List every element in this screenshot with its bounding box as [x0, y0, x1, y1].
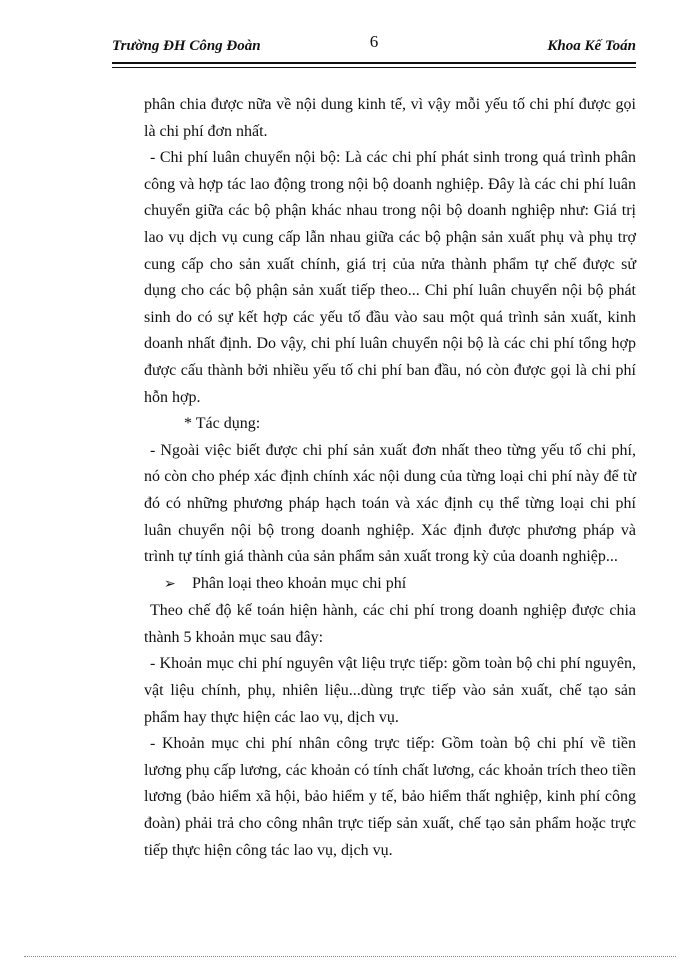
- paragraph-effect: - Ngoài việc biết được chi phí sản xuất đơn nhất theo từng yếu tố chi phí, nó còn cho phép xác định chính xác nội dung của từng loại chi phí này để từ đó có những phương pháp hạch toán và xác định cụ thể từng loại chi phí luân chuyển nội bộ trong doanh nghiệp. Xác định được phương pháp và trình tự tính giá thành của sản phẩm sản xuất trong kỳ của doanh nghiệp...: [144, 441, 636, 566]
- paragraph-regime: Theo chế độ kế toán hiện hành, các chi phí trong doanh nghiệp được chia thành 5 khoản mục sau đây:: [144, 602, 636, 646]
- paragraph-labor-cost: - Khoản mục chi phí nhân công trực tiếp: Gồm toàn bộ chi phí về tiền lương phụ cấp lương, các khoản có tính chất lương, các khoản trích theo tiền lương (bảo hiểm xã hội, bảo hiểm y tế, bảo hiểm thất nghiệp, kinh phí công đoàn) phải trả cho công nhân trực tiếp sản xuất, chế tạo sản phẩm hoặc trực tiếp thực hiện công tác lao vụ, dịch vụ.: [144, 735, 636, 859]
- header-department: Khoa Kế Toán: [547, 38, 636, 54]
- paragraph-effect-heading: * Tác dụng:: [184, 415, 261, 433]
- header-divider: [112, 62, 636, 68]
- footer-divider: [24, 956, 676, 957]
- arrow-bullet-icon: ➢: [164, 576, 176, 592]
- paragraph-material-cost: - Khoản mục chi phí nguyên vật liệu trực tiếp: gồm toàn bộ chi phí nguyên, vật liệu chính, phụ, nhiên liệu...dùng trực tiếp vào sản xuất, chế tạo sản phẩm hay thực hiện các lao vụ, dịch vụ.: [144, 655, 636, 726]
- page-number: 6: [369, 32, 379, 51]
- bullet-classification: [144, 571, 636, 599]
- paragraph-1: phân chia được nữa về nội dung kinh tế, vì vậy mỗi yếu tố chi phí được gọi là chi phí đơn nhất.: [144, 96, 636, 140]
- page-header: [112, 32, 636, 62]
- paragraph-internal-cost: - Chi phí luân chuyển nội bộ: Là các chi phí phát sinh trong quá trình phân công và hợp tác lao động trong nội bộ doanh nghiệp. Đây là các chi phí luân chuyển giữa các bộ phận khác nhau trong nội bộ doanh nghiệp như: Giá trị lao vụ dịch vụ cung cấp lẫn nhau giữa các bộ phận sản xuất phụ và phụ trợ cung cấp cho sản xuất chính, giá trị của nửa thành phẩm tự chế được sử dụng cho các bộ phận sản xuất tiếp theo... Chi phí luân chuyển nội bộ phát sinh do có sự kết hợp các yếu tố đầu vào sau một quá trình sản xuất, kinh doanh nhất định. Do vậy, chi phí luân chuyển nội bộ là các chi phí tổng hợp được cấu thành bởi nhiều yếu tố chi phí ban đầu, nó còn được gọi là chi phí hỗn hợp.: [144, 149, 636, 406]
- header-school-name: Trường ĐH Công Đoàn: [112, 38, 261, 54]
- bullet-classification-label: Phân loại theo khoản mục chi phí: [192, 574, 407, 592]
- body-text: [144, 92, 636, 864]
